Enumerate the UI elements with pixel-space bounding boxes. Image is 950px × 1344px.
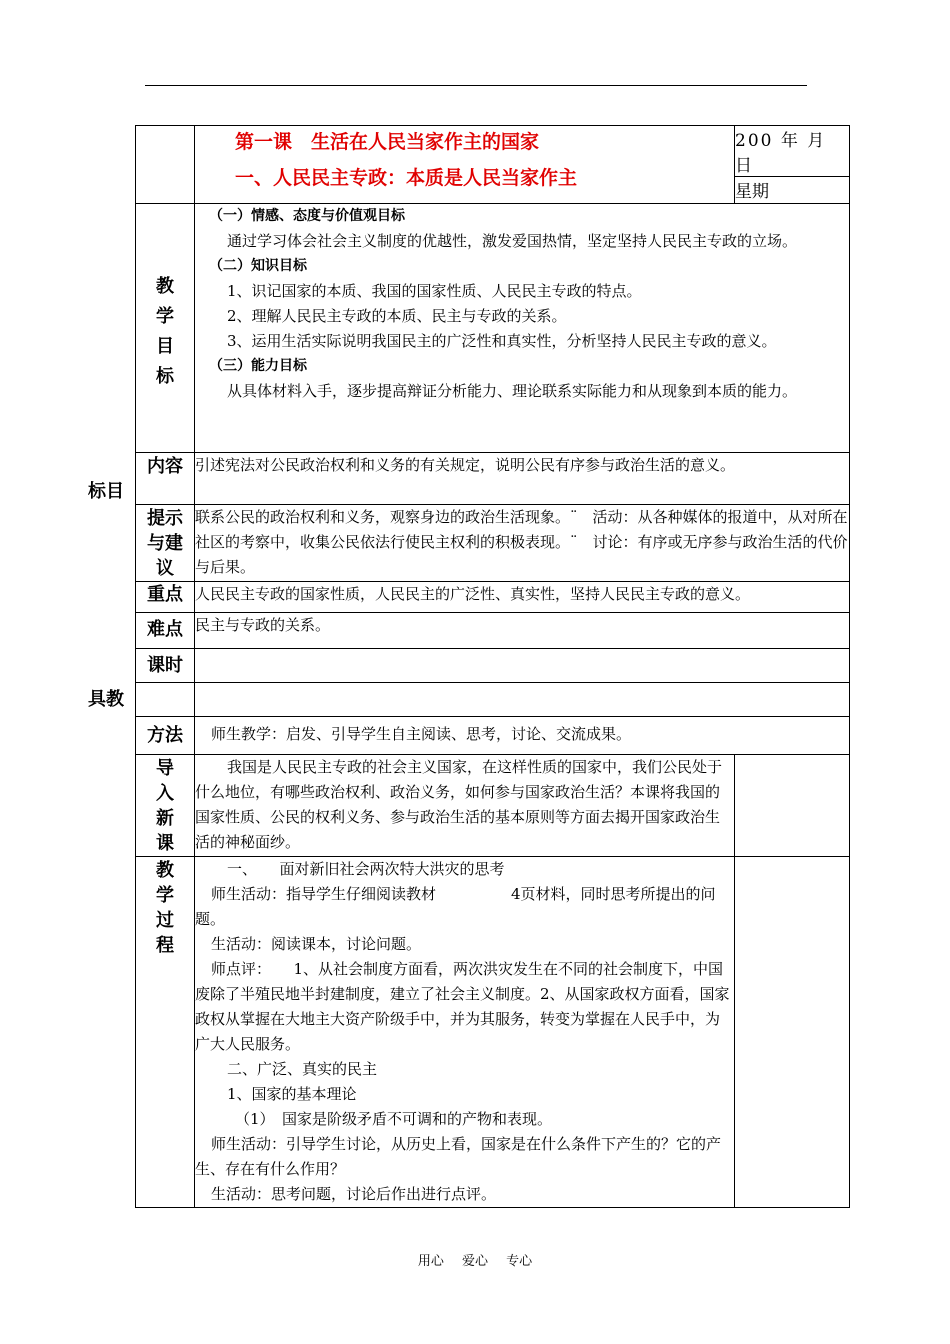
process-line: 师生活动：引导学生讨论，从历史上看，国家是在什么条件下产生的？它的产生、存在有什么作用？	[195, 1135, 722, 1178]
title-cell	[195, 126, 735, 204]
suggestions-label: 提示 与建 议	[136, 505, 195, 582]
class-hours-label: 课时	[136, 649, 195, 683]
intro-notes-cell	[735, 755, 850, 857]
objectives-label: 教 学 目 标	[136, 204, 195, 453]
lesson-plan	[88, 125, 849, 1208]
process-line: 师点评： 1、从社会制度方面看，两次洪灾发生在不同的社会制度下，中国废除了半殖民地半封建制度，建立了社会主义制度。2、从国家政权方面看，国家政权从掌握在大地主大资产阶级手中，并为其服务，转变为掌握在人民手中，为广大人民服务。	[195, 960, 730, 1053]
date-field: 200 年 月 日	[735, 126, 850, 177]
method-label: 方法	[136, 717, 195, 755]
objective-item: 2、理解人民民主专政的本质、民主与专政的关系。	[227, 307, 567, 325]
lesson-title: 第一课 生活在人民当家作主的国家	[235, 131, 540, 153]
process-line: 生活动：思考问题，讨论后作出进行点评。	[211, 1185, 497, 1203]
objective-section-title: （三）能力目标	[209, 358, 307, 374]
intro-label: 导 入 新 课	[136, 755, 195, 857]
process-line: （1） 国家是阶级矛盾不可调和的产物和表现。	[235, 1110, 553, 1128]
objective-text: 通过学习体会社会主义制度的优越性，激发爱国热情，坚定坚持人民民主专政的立场。	[227, 232, 798, 250]
objectives-content	[195, 204, 850, 453]
process-line: 一、 面对新旧社会两次特大洪灾的思考	[227, 860, 505, 878]
header-blank-cell	[136, 126, 195, 204]
key-point-label: 重点	[136, 582, 195, 613]
lesson-subtitle: 一、人民民主专政：本质是人民当家作主	[235, 167, 578, 189]
process-content	[195, 857, 735, 1208]
class-hours-text	[195, 649, 850, 683]
process-line: 1、国家的基本理论	[227, 1085, 357, 1103]
teaching-aids-label: 具教	[136, 683, 195, 717]
content-goal-text: 引述宪法对公民政治权利和义务的有关规定，说明公民有序参与政治生活的意义。	[195, 453, 850, 505]
page-footer: 用心 爱心 专心	[417, 1254, 533, 1269]
method-text: 师生教学：启发、引导学生自主阅读、思考，讨论、交流成果。	[195, 717, 850, 755]
objective-item: 3、运用生活实际说明我国民主的广泛性和真实性，分析坚持人民民主专政的意义。	[227, 332, 777, 350]
weekday-field: 星期	[735, 177, 850, 204]
objective-section-title: （二）知识目标	[209, 258, 307, 274]
header-rule	[145, 85, 807, 86]
suggestions-text: 联系公民的政治权利和义务，观察身边的政治生活现象。¨ 活动：从各种媒体的报道中，从对所在社区的考察中，收集公民依法行使民主权利的积极表现。¨ 讨论：有序或无序参与政治生活的代价与后果。	[195, 505, 850, 582]
process-notes-cell	[735, 857, 850, 1208]
process-line: 生活动：阅读课本，讨论问题。	[211, 935, 422, 953]
lesson-table	[88, 125, 850, 1208]
objective-item: 1、识记国家的本质、我国的国家性质、人民民主专政的特点。	[227, 282, 642, 300]
objective-section-title: （一）情感、态度与价值观目标	[209, 208, 405, 224]
process-line: 二、广泛、真实的民主	[227, 1060, 378, 1078]
teaching-aids-text	[195, 683, 850, 717]
objective-text: 从具体材料入手，逐步提高辩证分析能力、理论联系实际能力和从现象到本质的能力。	[227, 382, 798, 400]
key-point-text: 人民民主专政的国家性质，人民民主的广泛性、真实性，坚持人民民主专政的意义。	[195, 582, 850, 613]
content-goal-label: 内容 标目	[136, 453, 195, 505]
process-label: 教 学 过 程	[136, 857, 195, 1208]
intro-text: 我国是人民民主专政的社会主义国家，在这样性质的国家中，我们公民处于什么地位，有哪些政治权利、政治义务，如何参与国家政治生活？本课将我国的国家性质、公民的权利义务、参与政治生活的基本原则等方面去揭开国家政治生活的神秘面纱。	[195, 755, 735, 857]
difficulty-label: 难点	[136, 613, 195, 649]
process-line: 师生活动：指导学生仔细阅读教材 4页材料，同时思考所提出的问题。	[195, 885, 716, 928]
difficulty-text: 民主与专政的关系。	[195, 613, 850, 649]
